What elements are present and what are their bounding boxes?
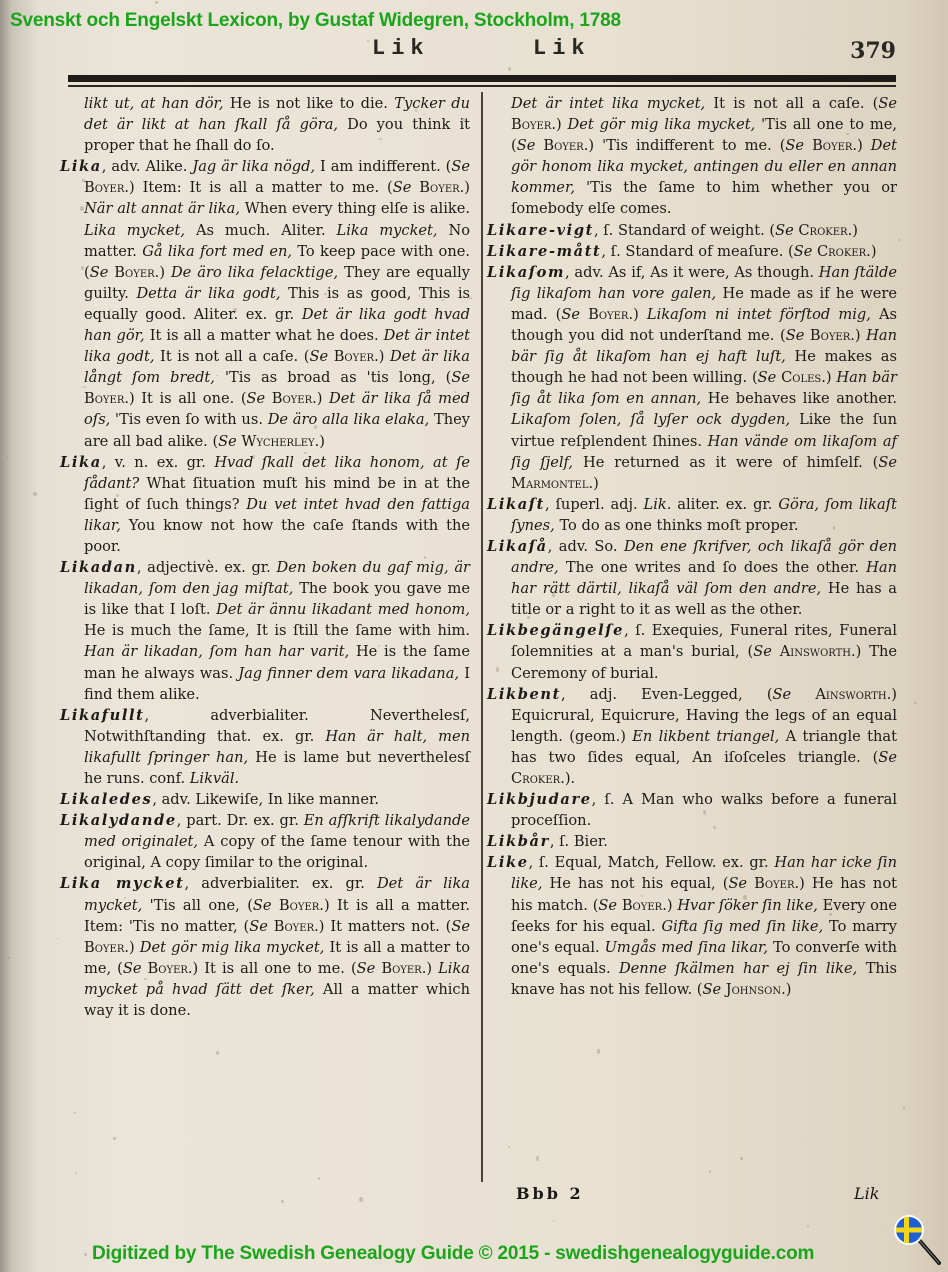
source-citation: Boyer. (267, 917, 319, 935)
source-citation: Boyer. (265, 390, 317, 408)
swedish-example: En likbent triangel, (632, 727, 780, 745)
paper-speck (155, 1, 158, 3)
definition-text: What ſituation muſt his mind be in at the ſight of ſuch things? (84, 474, 470, 513)
swedish-example: Se (249, 917, 268, 935)
swedish-example: Göra, ſom likaſt ſynes, (511, 495, 897, 534)
swedish-example: Lika mycket, (336, 221, 438, 239)
paper-speck (367, 40, 369, 42)
definition-text: ) (464, 179, 470, 197)
dictionary-entry (60, 789, 470, 810)
definition-text: ) (854, 327, 867, 345)
swedish-example: Det är lika godt hvad han gör, (84, 305, 470, 345)
definition-text: 'Tis all one, ( (142, 896, 253, 914)
definition-text: Every one ſeeks for his equal. (511, 896, 897, 935)
swedish-example: Det gör honom lika mycket, antingen du eller en annan kommer, (511, 137, 897, 197)
dictionary-entry (487, 831, 897, 852)
swedish-example: Se (218, 432, 237, 450)
definition-text: It is not all a caſe. ( (154, 348, 310, 366)
definition-text: A triangle that has two ſides equal, An iſoſceles triangle. ( (511, 727, 897, 766)
source-citation: Boyer. (375, 959, 427, 977)
swedish-example: Se (775, 221, 794, 239)
paper-speck (318, 1177, 320, 1180)
definition-text: ) (378, 348, 390, 366)
swedish-example: likt ut, at han dör, (84, 95, 224, 112)
headword: Lika mycket (60, 875, 185, 893)
source-citation: Boyer. (617, 896, 667, 914)
swedish-example: Se (702, 980, 722, 998)
swedish-example: Han har rätt därtil, likaſå väl ſom den andre, (511, 559, 897, 598)
dictionary-entry (60, 156, 470, 451)
dictionary-entry (60, 452, 470, 557)
dictionary-entry (60, 810, 470, 873)
definition-text: , adverbialiter. Neverthelesſ, Notwithſtanding that. ex. gr. (84, 706, 470, 745)
paper-speck (28, 759, 30, 760)
definition-text: 'Tis all one to me, ( (511, 116, 897, 155)
dictionary-entry (487, 789, 897, 831)
swedish-example: Hvad ſkall det lika honom, at ſe ſådant? (84, 453, 470, 492)
swedish-example: Se (728, 875, 748, 893)
swedish-example: Se (772, 685, 792, 703)
swedish-example: Se (516, 137, 536, 155)
paper-speck (709, 1170, 711, 1173)
source-citation: Marmontel. (511, 474, 594, 492)
definition-text: He behaves like another. (701, 390, 897, 408)
header-rule-thin (68, 85, 896, 87)
definition-text: He is much the ſame, It is ſtill the ſame with him. (84, 622, 470, 640)
source-citation: Boyer. (328, 348, 379, 366)
dictionary-entry (487, 620, 897, 683)
headword: Lika (60, 158, 102, 176)
swedish-example: Se (757, 369, 777, 387)
definition-text: ) (852, 221, 858, 239)
swedish-example: Den ene ſkrifver, och likaſå gör den andre, (511, 537, 898, 577)
definition-text: ) It is all a matter. Item: 'Tis no matter, ( (84, 896, 471, 935)
definition-text: As though you did not underſtand me. ( (511, 305, 897, 345)
definition-text: They are all bad alike. ( (84, 411, 470, 450)
definition-text: 'Tis even ſo with us. (110, 411, 268, 429)
source-citation: Ainsworth. (771, 643, 856, 661)
definition-text: To converſe with one's equals. (511, 938, 897, 977)
paper-speck (597, 1049, 600, 1053)
definition-text: ) Item: It is all a matter to me. ( (129, 179, 393, 197)
swedish-example: Han är halt, men likafullt ſpringer han, (84, 727, 470, 766)
definition-text: ) Equicrural, Equicrure, Having the legs of an equal length. (geom.) (511, 685, 897, 745)
definition-text: When every thing elſe is alike. (239, 200, 470, 218)
swedish-example: Det är intet lika mycket, (511, 95, 706, 112)
definition-text: It is not all a caſe. ( (705, 95, 879, 112)
swedish-example: Han vände om likaſom af ſig ſjelf, (511, 432, 898, 471)
definition-text: 'Tis as broad as 'tis long, ( (214, 369, 452, 387)
swedish-flag-magnifier-icon[interactable] (893, 1214, 943, 1266)
definition-text: ) The Ceremony of burial. (511, 643, 898, 682)
headword: Likbår (487, 833, 550, 851)
swedish-example: Se (392, 179, 412, 197)
dictionary-entry (487, 220, 897, 241)
paper-speck (75, 1172, 77, 1174)
swedish-example: Se (309, 348, 329, 366)
swedish-example: Likväl. (189, 770, 240, 787)
swedish-example: Se (246, 390, 266, 408)
swedish-example: Se (451, 158, 471, 176)
headword: Lika (60, 453, 102, 471)
definition-text: , part. Dr. ex. gr. (176, 812, 304, 830)
swedish-example: Jag finner dem vara likadana, (238, 664, 460, 682)
definition-text: , v. n. ex. gr. (101, 453, 215, 471)
swedish-example: Lik. (643, 495, 672, 513)
headword: Likafullt (60, 706, 145, 724)
catchword: Lik (854, 1184, 880, 1203)
swedish-example: Du vet intet hvad den fattiga likar, (84, 495, 471, 534)
definition-text: He is lame but neverthelesſ he runs. conf. (84, 748, 470, 787)
paper-speck (33, 492, 37, 496)
swedish-example: Gå lika fort med en, (142, 242, 293, 260)
paper-speck (883, 1227, 885, 1228)
paper-speck (281, 1200, 284, 1203)
swedish-example: Se (451, 369, 471, 387)
swedish-example: När alt annat är lika, (84, 200, 240, 218)
definition-text: ) 'Tis indifferent to me. ( (588, 137, 786, 155)
headword: Likare-vigt (487, 221, 594, 239)
paper-speck (431, 5, 432, 6)
swedish-example: Det är lika ſå med oſs, (84, 390, 470, 429)
definition-text: He returned as it were of himſelf. ( (573, 453, 879, 471)
definition-text: He has a title or a right to it as well as the other. (511, 580, 897, 619)
swedish-example: Det gör mig lika mycket, (139, 938, 325, 956)
headword: Likaſom (487, 263, 566, 281)
swedish-example: Han är likadan, ſom han har varit, (84, 643, 350, 661)
headword: Likaſå (487, 537, 548, 555)
paper-speck (807, 1225, 809, 1227)
definition-text: ) (129, 938, 140, 956)
definition-text: ) (857, 137, 871, 155)
dictionary-entry (487, 494, 897, 536)
dictionary-entry (60, 557, 470, 705)
swedish-example: Likaſom ni intet förſtod mig, (646, 305, 871, 323)
definition-text: To do as one thinks moſt proper. (554, 516, 799, 534)
source-citation: Boyer. (804, 327, 855, 345)
digitizer-title-banner: Svenskt och Engelskt Lexicon, by Gustaf Widegren, Stockholm, 1788 (10, 10, 621, 31)
definition-text: To keep pace with one. ( (84, 242, 471, 281)
swedish-example: Se (785, 327, 805, 345)
paper-speck (216, 1051, 219, 1055)
definition-text: A copy of the ſame tenour with the original, A copy ſimilar to the original. (84, 833, 470, 872)
paper-speck (359, 1197, 363, 1203)
definition-text: He made as if he were mad. ( (511, 284, 897, 323)
left-column (60, 93, 470, 1021)
definition-text: To marry one's equal. (511, 917, 897, 956)
header-rule-thick (68, 75, 896, 82)
signature-mark: Bbb 2 (516, 1184, 584, 1203)
definition-text: I am indifferent. ( (315, 158, 452, 176)
source-citation: Johnson. (721, 980, 786, 998)
paper-speck (903, 1106, 905, 1109)
definition-text: All a matter which way it is done. (84, 980, 470, 1020)
headword: Likare-mått (487, 242, 602, 260)
paper-speck (740, 1157, 742, 1160)
definition-text: ) (556, 116, 568, 134)
definition-text: This is as good, This is equally good. Aliter. ex. gr. (84, 284, 470, 323)
paper-speck (7, 455, 9, 458)
definition-text: Like the ſun virtue reſplendent ſhines. (511, 411, 897, 450)
definition-text: , ſ. Bier. (549, 833, 608, 851)
headword: Likaſt (487, 495, 545, 513)
paper-speck (508, 67, 511, 71)
dictionary-entry (60, 705, 470, 789)
swedish-example: Se (356, 959, 376, 977)
paper-speck (74, 1112, 76, 1115)
dictionary-entry (487, 684, 897, 789)
headword: Likadan (60, 559, 137, 577)
headword: Likbegängelſe (487, 622, 625, 640)
definition-text: , ſ. Standard of weight. ( (593, 221, 776, 239)
definition-text: , ſ. A Man who walks before a funeral proceſſion. (511, 791, 897, 830)
dictionary-entry (487, 262, 897, 494)
definition-text: The one writes and ſo does the other. (558, 559, 867, 577)
source-citation: Boyer. (579, 305, 634, 323)
running-head-right: Lik (533, 36, 591, 61)
headword: Likaledes (60, 791, 153, 809)
paper-speck (8, 957, 10, 959)
dictionary-entry (487, 852, 897, 1000)
swedish-example: Se (89, 263, 109, 281)
definition-text: , ſ. Equal, Match, Fellow. ex. gr. (528, 854, 775, 872)
paper-speck (553, 1220, 554, 1222)
page-number: 379 (850, 38, 896, 64)
definition-text: , adj. Even-Legged, ( (560, 685, 773, 703)
swedish-example: Se (878, 748, 897, 766)
definition-text: , adv. So. (547, 537, 625, 555)
swedish-example: Denne ſkälmen har ej ſin like, (618, 959, 858, 977)
definition-text: ) (593, 474, 599, 492)
swedish-example: Se (122, 959, 142, 977)
definition-text: ) (666, 896, 678, 914)
definition-text: ) (633, 305, 647, 323)
source-citation: Boyer. (411, 179, 465, 197)
source-citation: Ainsworth. (791, 685, 892, 703)
swedish-example: Han har icke ſin like, (511, 854, 897, 893)
headword: Likalydande (60, 812, 177, 830)
dictionary-entry (60, 873, 470, 1021)
definition-text: ) It matters not. ( (318, 917, 452, 935)
source-citation: Croker. (511, 770, 565, 787)
swedish-example: Det är intet lika godt, (84, 327, 471, 366)
column-divider (481, 92, 483, 1182)
definition-text: He is the ſame man he always was. (84, 643, 470, 682)
definition-text: aliter. ex. gr. (671, 495, 779, 513)
swedish-example: Se (785, 137, 805, 155)
swedish-example: Lika mycket, (84, 221, 186, 239)
source-citation: Croker. (812, 242, 871, 260)
swedish-example: Se (878, 453, 897, 471)
definition-text: I find them alike. (84, 664, 470, 703)
source-citation: Boyer. (511, 116, 556, 134)
definition-text: ) (870, 242, 877, 260)
swedish-example: Han ſtälde ſig likaſom han vore galen, (511, 263, 897, 302)
definition-text: ) He has not his match. ( (511, 875, 897, 914)
right-column (487, 93, 897, 1000)
paper-speck (800, 37, 801, 39)
swedish-example: Den boken du gaf mig, är likadan, ſom den jag miſtat, (84, 559, 470, 598)
paper-speck (57, 938, 59, 939)
definition-text: ) It is all one. ( (129, 390, 247, 408)
definition-text: ) (316, 390, 330, 408)
swedish-example: Likaſom ſolen, ſå lyſer ock dygden, (511, 411, 791, 429)
definition-text: No matter. (84, 221, 471, 260)
swedish-example: Det är lika mycket, (84, 875, 471, 914)
definition-text: Do you think it proper that he ſhall do ſo. (84, 116, 470, 155)
entry-continuation (487, 93, 897, 220)
source-citation: Boyer. (271, 896, 324, 914)
paper-speck (898, 239, 899, 240)
definition-text: ) (319, 432, 325, 450)
definition-text: He makes as though he had not been willing. ( (511, 348, 897, 387)
swedish-example: Han bär ſig åt lika ſom en annan, (511, 369, 897, 408)
definition-text: , adv. As if, As it were, As though. (565, 263, 819, 281)
definition-text: , adv. Alike. (101, 158, 193, 176)
swedish-example: Tycker du det är likt at han ſkall ſå göra, (84, 95, 470, 134)
swedish-example: Gifta ſig med ſin like, (661, 917, 824, 935)
source-citation: Croker. (793, 221, 853, 239)
definition-text: ) (785, 980, 792, 998)
paper-speck (914, 702, 916, 704)
definition-text: He is not like to die. (223, 95, 395, 112)
definition-text: The book you gave me is like that I loſt. (84, 580, 470, 619)
definition-text: ) It is all one to me. ( (192, 959, 357, 977)
definition-text: 'Tis the ſame to him whether you or ſomebody elſe comes. (511, 179, 897, 218)
swedish-example: Han bär ſig åt likaſom han ej haft luſt, (511, 327, 897, 366)
headword: Likbent (487, 685, 561, 703)
swedish-example: Se (252, 896, 272, 914)
definition-text: You know not how the caſe ſtands with the poor. (84, 516, 470, 555)
swedish-example: Se (451, 917, 470, 935)
swedish-example: De äro lika felacktige, (170, 263, 339, 281)
definition-text: He has not his equal, ( (542, 875, 729, 893)
definition-text: , adverbialiter. ex. gr. (184, 875, 377, 893)
paper-speck (113, 1137, 116, 1140)
definition-text: ) (159, 263, 171, 281)
swedish-example: Se (561, 305, 580, 323)
swedish-example: Se (598, 896, 618, 914)
swedish-example: Detta är lika godt, (136, 284, 281, 302)
definition-text: They are equally guilty. (84, 263, 470, 302)
swedish-example: De äro alla lika elaka, (267, 411, 430, 429)
paper-speck (84, 1253, 87, 1256)
definition-text: , ſuperl. adj. (545, 495, 644, 513)
source-citation: Boyer. (141, 959, 193, 977)
definition-text: , adv. Likewiſe, In like manner. (152, 791, 379, 809)
definition-text: , ſ. Exequies, Funeral rites, Funeral ſolemnities at a man's burial, ( (511, 622, 897, 661)
definition-text: , ſ. Standard of meaſure. ( (601, 242, 794, 260)
definition-text: It is all a matter to me, ( (84, 938, 471, 977)
source-citation: Boyer. (804, 137, 858, 155)
swedish-example: Det gör mig lika mycket, (567, 116, 756, 134)
definition-text: , adjectivè. ex. gr. (136, 559, 277, 577)
paper-speck (508, 1146, 510, 1148)
definition-text: ). (564, 770, 576, 787)
definition-text: This knave has not his fellow. ( (511, 959, 897, 998)
definition-text: It is all a matter what he does. (144, 327, 384, 345)
swedish-example: Umgås med ſina likar, (604, 938, 769, 956)
swedish-example: Det är ännu likadant med honom, (216, 601, 471, 619)
source-citation: Boyer. (84, 938, 129, 956)
running-head-left: Lik (372, 36, 430, 61)
entry-continuation (60, 93, 470, 156)
dictionary-entry (487, 536, 897, 620)
swedish-example: Jag är lika nögd, (192, 158, 316, 176)
source-citation: Boyer. (108, 263, 160, 281)
definition-text: ) (825, 369, 837, 387)
paper-speck (536, 1156, 540, 1161)
definition-text: ) (426, 959, 439, 977)
digitizer-credit-banner: Digitized by The Swedish Genealogy Guide © 2015 - swedishgenealogyguide.com (92, 1243, 815, 1264)
swedish-example: Se (793, 242, 813, 260)
swedish-example: Det är lika långt ſom bredt, (84, 348, 470, 387)
source-citation: Coles. (776, 369, 826, 387)
paper-speck (326, 1236, 327, 1237)
dictionary-entry (487, 241, 897, 262)
source-citation: Wycherley. (236, 432, 320, 450)
swedish-example: Se (878, 95, 897, 112)
headword: Like (487, 854, 529, 872)
source-citation: Boyer. (535, 137, 589, 155)
headword: Likbjudare (487, 791, 592, 809)
definition-text: As much. Aliter. (185, 221, 337, 239)
source-citation: Boyer. (84, 390, 129, 408)
swedish-example: Se (753, 643, 772, 661)
swedish-example: En afſkrift likalydande med originalet, (84, 812, 470, 851)
swedish-example: Hvar ſöker ſin like, (677, 896, 818, 914)
source-citation: Boyer. (747, 875, 800, 893)
source-citation: Boyer. (84, 179, 129, 197)
swedish-example: Lika mycket på hvad ſätt det ſker, (84, 959, 470, 998)
